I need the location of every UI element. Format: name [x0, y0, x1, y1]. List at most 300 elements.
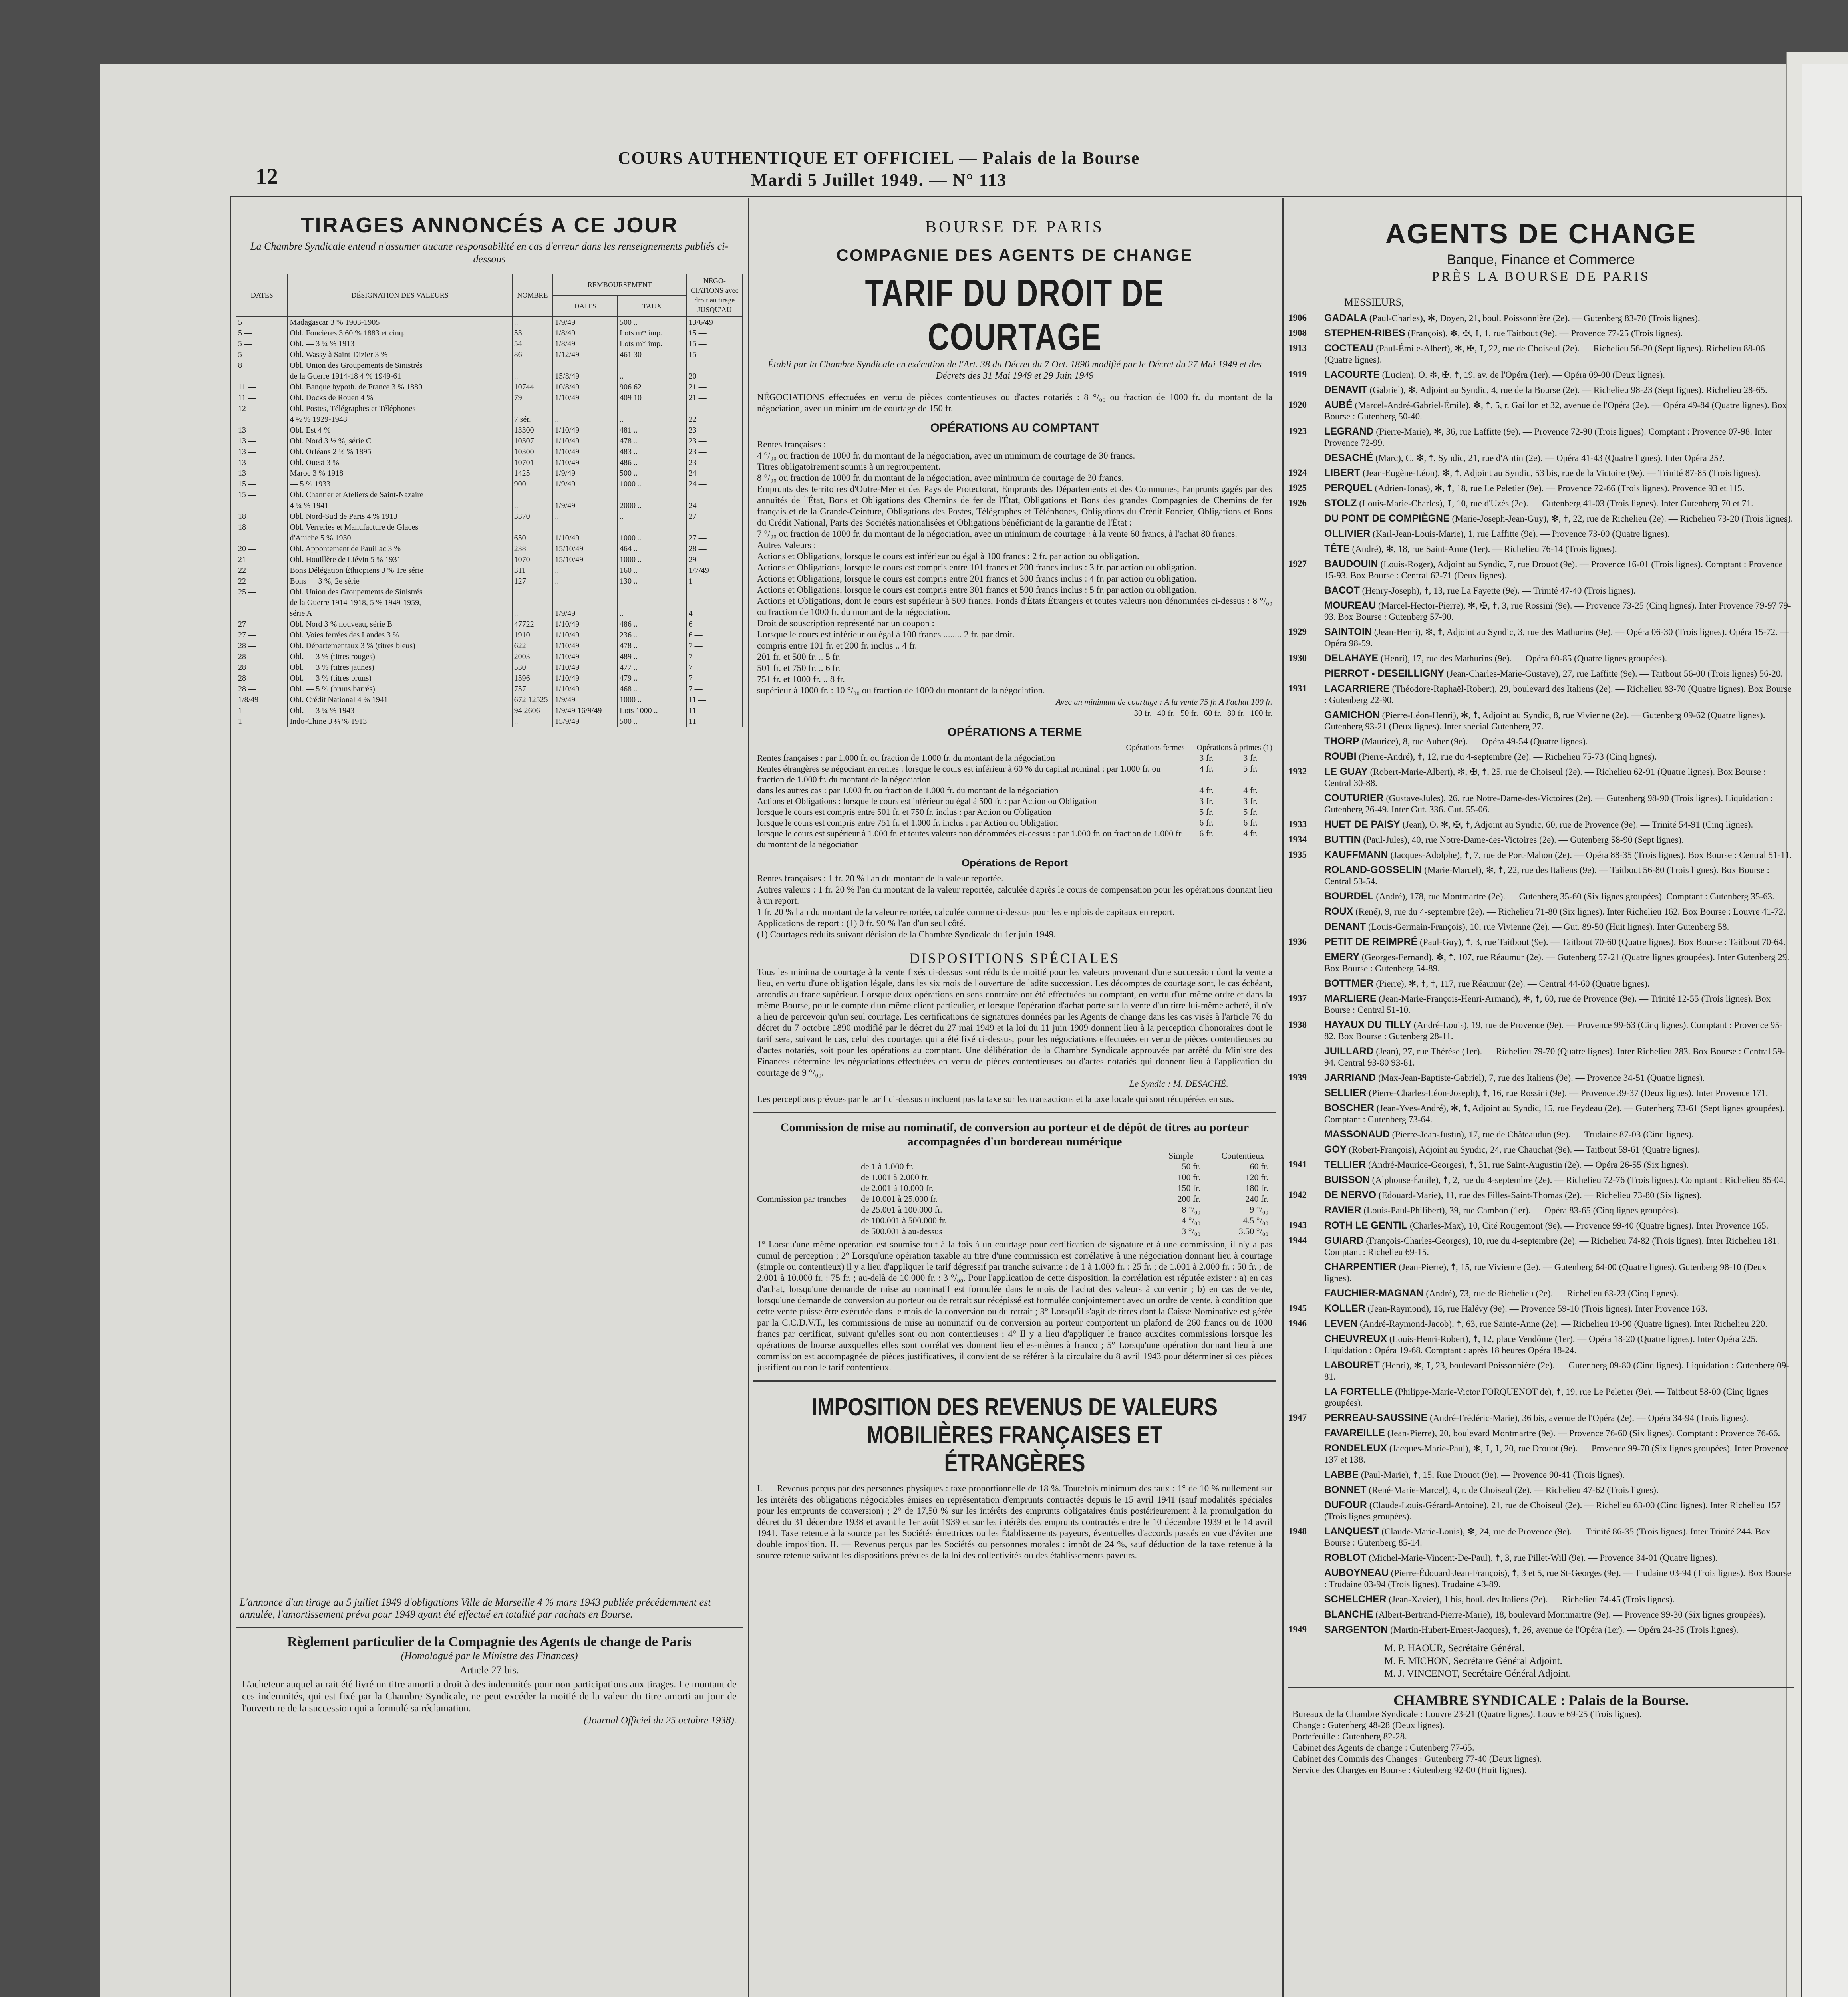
table-cell-name: Obl. Est 4 %	[288, 425, 512, 435]
agent-text	[1324, 751, 1794, 762]
agent-details: (Paul-Marie), ☨, 15, Rue Drouot (9e). — Provence 90-41 (Trois lignes).	[1361, 1470, 1625, 1480]
agent-details: (Paul-Charles), ✻, Doyen, 21, boul. Poissonnière (2e). — Gutenberg 83-70 (Trois lignes).	[1369, 313, 1700, 323]
agent-details: (Max-Jean-Baptiste-Gabriel), 7, rue des Italiens (9e). — Provence 34-51 (Quatre lignes).	[1378, 1073, 1705, 1083]
table-cell-nombre: 10307	[512, 435, 553, 446]
terme-text: Actions et Obligations : lorsque le cours est inférieur ou égal à 500 fr. : par Action ou Obligation	[757, 796, 1097, 806]
table-cell-name: Bons Délégation Éthiopiens 3 % 1re série	[288, 565, 512, 576]
table-cell-nego	[687, 597, 743, 608]
agent-year: 1935	[1288, 850, 1307, 860]
agent-year	[1288, 891, 1324, 902]
table-cell-date: 28 —	[236, 662, 288, 673]
table-cell-date: 18 —	[236, 511, 288, 522]
table-cell-date: 28 —	[236, 673, 288, 683]
minimum-value: 40 fr.	[1157, 708, 1175, 718]
table-cell-date: 11 —	[236, 381, 288, 392]
agent-name: DE NERVO	[1324, 1189, 1377, 1201]
agent-details: (Marie-Marcel), ✻, ☨, 22, rue des Italiens (9e). — Taitbout 56-80 (Trois lignes). Box Bourse : Central 53-54.	[1324, 865, 1769, 886]
terme-text: Rentes françaises : par 1.000 fr. ou fraction de 1.000 fr. du montant de la négociation	[757, 753, 1055, 763]
table-cell-taux: 464 ..	[618, 543, 687, 554]
comptant-line: 501 fr. et 750 fr. .. 6 fr.	[757, 663, 841, 673]
commission-simple: 100 fr.	[1177, 1172, 1200, 1182]
agent-entry	[1288, 600, 1794, 623]
table-cell-date	[236, 608, 288, 619]
agent-text	[1324, 1469, 1794, 1481]
table-cell-nego: 21 —	[687, 392, 743, 403]
agent-year: 1925	[1288, 483, 1307, 493]
commission-body: 1° Lorsqu'une même opération est soumise tout à la fois à un courtage pour certification de signature et à une commission, il n'y a pas cumul de perception ; 2° Lorsqu'une opération taxable au titre d'une commission est corrélative à une négociation donnant lieu à courtage (simple ou contentieux) il y a lieu d'appliquer le tarif dégressif par tranche suivante : de 1 à 1.000 fr. : 25 fr. ; de 1.001 à 2.000 fr. : 50 fr. ; de 2.001 à 10.000 fr. : 75 fr. ; au-delà de 10.000 fr. : 3 °/₀₀. Pour l'application de cette disposition, la corrélation est réputée exister : a) en cas d'achat, lorsqu'une demande de mise au nominatif est formulée dans le mois de l'achat des valeurs à convertir ; b) en cas de vente, lorsqu'une demande de conversion au porteur ou de retrait sur récépissé est formulée conjointement avec un ordre de vente, à condition que cette vente puisse être exécutée dans le mois de la conversion ou du retrait ; 3° Lorsqu'il s'agit de titres dont la Caisse Nominative est gérée par la C.C.D.V.T., les commissions de mise au nominatif ou de conversion au porteur comportent un plafond de 260 francs ou de 1000 francs par certificat, suivant qu'elles sont ou non contentieuses ; 4° Il y a lieu d'appliquer le franco auxdites commissions lorsque les opérations de bourse auxquelles elles sont corrélatives donnent lieu elles-mêmes à franco ; 5° Lorsqu'une opération donnant lieu à une commission est accompagnée de pièces justificatives, il convient de se référer à la circulaire du 8 avril 1943 pour déterminer si ces pièces justifient ou non le tarif contentieux.	[757, 1239, 1272, 1372]
agent-entry	[1288, 834, 1794, 846]
table-cell-name: de la Guerre 1914-18 4 % 1949-61	[288, 371, 512, 381]
minimum-note: Avec un minimum de courtage : A la vente 75 fr. A l'achat 100 fr.	[1056, 697, 1272, 707]
agent-entry	[1288, 1144, 1794, 1155]
page-edge-inner	[1802, 64, 1848, 1997]
agent-year: 1941	[1288, 1159, 1307, 1169]
agent-details: (Robert-Marie-Albert), ✻, ✠, ☨, 25, rue de Choiseul (2e). — Richelieu 62-91 (Quatre lignes). Box Bourse : Central 30-88.	[1324, 767, 1766, 788]
agent-entry	[1288, 1205, 1794, 1216]
agent-year	[1288, 600, 1324, 623]
agent-name: DENAVIT	[1324, 384, 1367, 395]
agent-year: 1936	[1288, 937, 1307, 947]
table-cell-nego: 7 —	[687, 673, 743, 683]
table-cell-rdate: 1/10/49	[553, 683, 618, 694]
agent-entry	[1288, 369, 1794, 381]
agent-name: COUTURIER	[1324, 792, 1384, 804]
table-cell-rdate: 1/9/49	[553, 500, 618, 511]
table-row	[236, 640, 743, 651]
agents-subtitle-2: PRÈS LA BOURSE DE PARIS	[1432, 269, 1650, 284]
agent-entry	[1288, 709, 1794, 732]
agent-details: (Jean), O. ✻, ✠, ☨, Adjoint au Syndic, 60, rue de Provence (9e). — Trinité 54-91 (Cinq lignes).	[1402, 820, 1753, 830]
agent-year	[1288, 1386, 1324, 1409]
agent-details: (Claude-Marie-Louis), ✻, 24, rue de Provence (9e). — Trinité 86-35 (Trois lignes). Inter Trinité 244. Box Bourse : Gutenberg 85-14.	[1324, 1527, 1771, 1548]
table-cell-nego: 1/7/49	[687, 565, 743, 576]
secretaires-list	[1384, 1642, 1794, 1680]
agent-details: (Gustave-Jules), 26, rue Notre-Dame-des-Victoires (2e). — Gutenberg 98-90 (Trois lignes). Liquidation : Gutenberg 26-49. Inter Gut. 336. Gut. 55-06.	[1324, 793, 1773, 814]
agent-name: SCHELCHER	[1324, 1594, 1387, 1605]
agent-name: GAMICHON	[1324, 709, 1380, 721]
table-row	[236, 629, 743, 640]
table-cell-taux: ..	[618, 371, 687, 381]
page-number: 12	[256, 164, 278, 189]
agent-year: 1908	[1288, 328, 1307, 338]
table-cell-name: Obl. Ouest 3 %	[288, 457, 512, 468]
table-row	[236, 543, 743, 554]
table-cell-taux: 486 ..	[618, 457, 687, 468]
agent-entry	[1288, 498, 1794, 509]
agent-details: (Jean), 27, rue Thérèse (1er). — Richelieu 79-70 (Quatre lignes). Inter Richelieu 283. Box Bourse : Central 59-94. Central 93-80 93-81.	[1324, 1046, 1785, 1068]
agent-entry	[1288, 1386, 1794, 1409]
agent-entry	[1288, 1552, 1794, 1564]
agent-text	[1324, 849, 1794, 861]
commission-contentieux: 4.5 °/₀₀	[1243, 1215, 1268, 1225]
table-cell-rdate: 1/9/49	[553, 468, 618, 478]
table-row	[236, 532, 743, 543]
agent-year	[1288, 1499, 1324, 1522]
agent-name: DUFOUR	[1324, 1499, 1367, 1511]
agent-details: (Marcel-Hector-Pierre), ✻, ✠, ☨, 3, rue Rossini (9e). — Provence 73-25 (Cinq lignes). Inter Provence 79-97 79-93. Box Bourse : Gutenberg 57-90.	[1324, 601, 1791, 622]
table-cell-name: Obl. Union des Groupements de Sinistrés	[288, 586, 512, 597]
agent-name: DELAHAYE	[1324, 653, 1379, 664]
agent-year: 1929	[1288, 627, 1307, 637]
table-cell-rdate: 1/10/49	[553, 673, 618, 683]
agent-text	[1324, 513, 1794, 524]
agent-details: (Lucien), O. ✻, ✠, ☨, 19, av. de l'Opéra (1er). — Opéra 09-00 (Deux lignes).	[1382, 370, 1665, 380]
agent-year: 1946	[1288, 1318, 1307, 1328]
table-cell-nego	[687, 360, 743, 371]
table-cell-rdate: ..	[553, 414, 618, 425]
agents-title: AGENTS DE CHANGE	[1385, 218, 1697, 249]
table-cell-date: 20 —	[236, 543, 288, 554]
agent-text	[1324, 1499, 1794, 1522]
agent-entry	[1288, 543, 1794, 555]
agent-details: (Louis-Roger), Adjoint au Syndic, 7, rue Drouot (9e). — Provence 16-01 (Trois lignes). Comptant : Provence 15-93. Box Bourse : Central 62-71 (Deux lignes).	[1324, 559, 1783, 580]
agent-text	[1324, 1552, 1794, 1564]
agent-details: (Philippe-Marie-Victor FORQUENOT de), ☨, 19, rue Le Peletier (9e). — Taitbout 58-00 (Cinq lignes groupées).	[1324, 1387, 1769, 1408]
agent-name: BOSCHER	[1324, 1102, 1375, 1114]
agent-details: (Edouard-Marie), 11, rue des Filles-Saint-Thomas (2e). — Richelieu 73-80 (Six lignes).	[1378, 1190, 1702, 1200]
agent-name: LEVEN	[1324, 1318, 1358, 1329]
reglement-subtitle: (Homologué par le Ministre des Finances)	[401, 1650, 578, 1662]
chambre-line: Change : Gutenberg 48-28 (Deux lignes).	[1292, 1720, 1445, 1730]
agent-name: ROLAND-GOSSELIN	[1324, 864, 1422, 875]
agent-entry	[1288, 328, 1794, 339]
agent-entry	[1288, 736, 1794, 747]
table-cell-rdate: 1/10/49	[553, 640, 618, 651]
agent-details: (André), ✻, 18, rue Saint-Anne (1er). — Richelieu 76-14 (Trois lignes).	[1352, 544, 1617, 554]
table-row	[236, 360, 743, 371]
table-row	[236, 403, 743, 414]
agent-name: BAUDOUIN	[1324, 558, 1378, 570]
table-cell-nombre: 2003	[512, 651, 553, 662]
table-cell-taux	[618, 586, 687, 597]
terme-primes: 3 fr.	[1243, 796, 1258, 806]
annonce-note: L'annonce d'un tirage au 5 juillet 1949 d'obligations Ville de Marseille 4 % mars 1943 publiée précédemment est annulée, l'amortissement prévu pour 1949 ayant été effectué en totalité par rachats en Bourse.	[240, 1596, 711, 1620]
table-row	[236, 381, 743, 392]
table-cell-date	[236, 532, 288, 543]
agent-text	[1324, 1189, 1794, 1201]
table-cell-nombre: 1070	[512, 554, 553, 565]
table-cell-taux: 1000 ..	[618, 532, 687, 543]
table-cell-name: Obl. Wassy à Saint-Dizier 3 %	[288, 349, 512, 360]
col-header-remboursement: REMBOURSEMENT	[553, 274, 687, 295]
agent-name: STEPHEN-RIBES	[1324, 328, 1405, 339]
agent-details: (Marc), C. ✻, ☨, Syndic, 21, rue d'Antin (2e). — Opéra 41-43 (Quatre lignes). Inter Opéra 25?.	[1375, 453, 1725, 463]
commission-range: de 1 à 1.000 fr.	[861, 1161, 914, 1171]
agent-details: (Albert-Bertrand-Pierre-Marie), 18, boulevard Montmartre (9e). — Provence 99-30 (Six lignes groupées).	[1375, 1610, 1765, 1620]
dispositions-title: DISPOSITIONS SPÉCIALES	[909, 950, 1120, 966]
agent-year: 1942	[1288, 1190, 1307, 1200]
terme-fermes: 5 fr.	[1199, 807, 1214, 817]
table-cell-name: Indo-Chine 3 ¼ % 1913	[288, 716, 512, 727]
commission-range: de 10.001 à 25.000 fr.	[861, 1194, 938, 1204]
commission-row	[861, 1172, 1276, 1183]
table-cell-name: Obl. Nord-Sud de Paris 4 % 1913	[288, 511, 512, 522]
table-cell-nego: 6 —	[687, 619, 743, 629]
agent-details: (Claude-Louis-Gérard-Antoine), 21, rue de Choiseul (2e). — Richelieu 63-00 (Cinq lignes). Inter Richelieu 157 (Trois lignes groupées).	[1324, 1500, 1781, 1521]
agent-text	[1324, 384, 1794, 396]
column-divider	[748, 198, 749, 1997]
table-cell-nombre: 530	[512, 662, 553, 673]
agent-year: 1945	[1288, 1303, 1307, 1313]
agent-name: JUILLARD	[1324, 1046, 1374, 1057]
commission-contentieux: 60 fr.	[1250, 1161, 1268, 1171]
table-cell-nombre: 53	[512, 328, 553, 338]
agent-text	[1324, 1318, 1794, 1330]
dispositions-body: Tous les minima de courtage à la vente fixés ci-dessus sont réduits de moitié pour les valeurs provenant d'une succession dont la vente a lieu, en vertu d'une obligation légale, dans les six mois de l'ouverture de ladite succession. Les décomptes de courtage sont, le cas échéant, arrondis au franc supérieur. Lorsque deux opérations en sens contraire ont été effectuées au comptant, en vertu d'un même ordre et dans la même Bourse, pour le compte d'un même client particulier, et lorsque l'opération d'achat porte sur la vente d'un titre lui-même acheté, il n'y a lieu de percevoir qu'un seul courtage. Les certifications de signatures données par les Agents de change dans les cas visés à l'article 76 du décret du 7 octobre 1890 modifié par le décret du 27 mai 1949 et la loi du 11 juin 1909 donnent lieu à la perception d'honoraires dont le tarif sera, suivant le cas, celui des courtages qui a été fixé ci-dessus, pour les négociations effectuées en vertu de pièces contentieuses ou d'actes notariés, soit pour les opérations au comptant. Une délibération de la Chambre Syndicale approuvée par arrêté du Ministre des Finances détermine les négociations effectuées en vertu de pièces contentieuses ou d'actes notariés qui donnent lieu à l'application du courtage de 9 °/₀₀.	[757, 967, 1272, 1078]
agent-details: (Jean-Raymond), 16, rue Halévy (9e). — Provence 59-10 (Trois lignes). Inter Provence 163.	[1367, 1304, 1708, 1314]
commission-col-contentieux: Contentieux	[1221, 1151, 1264, 1161]
table-cell-date: 11 —	[236, 392, 288, 403]
table-cell-taux: 160 ..	[618, 565, 687, 576]
agent-year	[1288, 1087, 1324, 1099]
agent-name: DESACHÉ	[1324, 452, 1373, 463]
table-cell-nego: 11 —	[687, 694, 743, 705]
agent-year	[1288, 1288, 1324, 1299]
negociations-text: NÉGOCIATIONS effectuées en vertu de pièces contentieuses ou d'actes notariés : 8 °/₀₀ ou fraction de 1000 fr. du montant de la négociation, avec un minimum de courtage de 150 fr.	[757, 392, 1272, 413]
agent-entry	[1288, 1220, 1794, 1231]
table-cell-name: Obl. Orléans 2 ½ % 1895	[288, 446, 512, 457]
comptant-line: Actions et Obligations, dont le cours est supérieur à 500 francs, Fonds d'États Étrangers et toutes valeurs non dénommées ci-dessus : 8 °/₀₀ ou fraction de 1000 fr. du montant de la négociation.	[757, 596, 1272, 617]
agent-entry	[1288, 1360, 1794, 1382]
agent-name: KAUFFMANN	[1324, 849, 1388, 860]
table-cell-nego: 23 —	[687, 435, 743, 446]
comptant-line: 201 fr. et 500 fr. .. 5 fr.	[757, 652, 841, 662]
agent-name: ROBLOT	[1324, 1552, 1367, 1563]
commission-simple: 8 °/₀₀	[1182, 1205, 1200, 1215]
commission-range: de 500.001 à au-dessus	[861, 1226, 943, 1236]
table-cell-rdate: 1/8/49	[553, 328, 618, 338]
table-row	[236, 716, 743, 727]
agent-text	[1324, 936, 1794, 948]
agent-text	[1324, 426, 1794, 449]
agent-text	[1324, 978, 1794, 989]
agent-year	[1288, 1594, 1324, 1605]
table-cell-nombre: ..	[512, 316, 553, 328]
table-cell-rdate: 1/9/49 16/9/49	[553, 705, 618, 716]
table-cell-name: Obl. — 3 % (titres rouges)	[288, 651, 512, 662]
terme-fermes: 3 fr.	[1199, 796, 1214, 806]
commission-simple: 50 fr.	[1182, 1161, 1200, 1171]
agent-name: SARGENTON	[1324, 1624, 1388, 1635]
table-cell-taux: 1000 ..	[618, 694, 687, 705]
table-cell-nego: 4 —	[687, 608, 743, 619]
agent-name: LABBE	[1324, 1469, 1359, 1480]
agent-details: (Marcel-André-Gabriel-Émile), ✻, ☨, 5, r. Gaillon et 32, avenue de l'Opéra (2e). — Opéra 49-84 (Quatre lignes). Box Bourse : Gutenberg 50-40.	[1324, 400, 1787, 421]
agent-details: (Robert-François), Adjoint au Syndic, 24, rue Chauchat (9e). — Taitbout 59-61 (Quatre lignes).	[1349, 1145, 1700, 1155]
masthead-title: COURS AUTHENTIQUE ET OFFICIEL — Palais de la Bourse	[618, 148, 1140, 168]
agent-details: (André-Frédéric-Marie), 36 bis, avenue de l'Opéra (2e). — Opéra 34-94 (Trois lignes).	[1430, 1413, 1749, 1423]
agent-year	[1288, 1469, 1324, 1481]
agent-details: (Maurice), 8, rue Auber (9e). — Opéra 49-54 (Quatre lignes).	[1361, 736, 1588, 746]
agent-entry	[1288, 751, 1794, 762]
agent-year	[1288, 1102, 1324, 1125]
commission-col-simple: Simple	[1168, 1151, 1194, 1161]
masthead	[240, 148, 1518, 188]
agent-name: GUIARD	[1324, 1235, 1364, 1246]
table-cell-nombre: 757	[512, 683, 553, 694]
agent-name: COCTEAU	[1324, 343, 1374, 354]
agent-name: LACARRIERE	[1324, 683, 1390, 694]
agent-year: 1939	[1288, 1072, 1307, 1082]
agent-name: HUET DE PAISY	[1324, 819, 1400, 830]
agent-details: (Charles-Max), 10, Cité Rougemont (9e). — Provence 99-40 (Quatre lignes). Inter Provence 165.	[1410, 1221, 1769, 1231]
agent-text	[1324, 921, 1794, 933]
table-cell-date: 13 —	[236, 435, 288, 446]
table-cell-taux: Lots m* imp.	[618, 338, 687, 349]
table-cell-rdate: 1/8/49	[553, 338, 618, 349]
table-cell-name: — 5 % 1933	[288, 478, 512, 489]
report-line: Applications de report : (1) 0 fr. 90 % l'an d'un seul côté.	[757, 918, 966, 928]
agent-year	[1288, 1261, 1324, 1284]
agent-text	[1324, 792, 1794, 815]
table-row	[236, 694, 743, 705]
tirages-note: La Chambre Syndicale entend n'assumer aucune responsabilité en cas d'erreur dans les renseignements publiés ci-dessous	[250, 240, 728, 265]
agent-details: (Alphonse-Émile), ☨, 2, rue du 4-septembre (2e). — Richelieu 72-76 (Trois lignes). Comptant : Richelieu 85-04.	[1372, 1175, 1786, 1185]
agent-details: (Jean-Pierre), 20, boulevard Montmartre (9e). — Provence 76-60 (Six lignes). Comptant : Provence 76-66.	[1387, 1428, 1780, 1438]
agent-details: (André-Raymond-Jacob), ☨, 63, rue Sainte-Anne (2e). — Richelieu 19-90 (Quatre lignes). Inter Richelieu 220.	[1360, 1319, 1767, 1329]
column-tirages	[236, 202, 743, 1997]
agent-entry	[1288, 343, 1794, 365]
agent-text	[1324, 864, 1794, 887]
imposition-body: I. — Revenus perçus par des personnes physiques : taxe proportionnelle de 18 %. Toutefois minimum des taux : 1° de 10 % nullement sur les intérêts des obligations négociables émises en représentation d'emprunts contractés depuis le 15 avril 1941 (sauf modalités spéciales pour les emprunts de conversion) ; 2° de 17,50 % sur les intérêts des emprunts obligataires émis postérieurement à la promulgation du décret du 31 décembre 1938 et avant le 1er août 1939 et sur les intérêts des emprunts contractés entre le 10 décembre 1939 et le 14 avril 1941. Taxe retenue à la source par les Sociétés émettrices ou les Établissements payeurs, éventuelles d'accords passés en vue d'éviter une double imposition. II. — Revenus perçus par les Sociétés ou personnes morales : impôt de 24 %, sauf déduction de la taxe retenue à la source retenue suivant les dispositions prévues de la loi des collectivités ou des établissements payeurs.	[757, 1483, 1272, 1560]
agent-name: PIERROT - DESEILLIGNY	[1324, 668, 1445, 679]
table-cell-nego: 22 —	[687, 414, 743, 425]
agent-entry	[1288, 426, 1794, 449]
agent-text	[1324, 834, 1794, 846]
terme-fermes: 3 fr.	[1199, 753, 1214, 763]
table-cell-nombre: 672 12525	[512, 694, 553, 705]
agent-year: 1926	[1288, 498, 1307, 508]
commission-contentieux: 120 fr.	[1245, 1172, 1268, 1182]
table-cell-nombre: 238	[512, 543, 553, 554]
agent-name: PETIT DE REIMPRÉ	[1324, 936, 1418, 947]
agent-text	[1324, 1220, 1794, 1231]
table-cell-rdate: 15/10/49	[553, 543, 618, 554]
table-cell-nombre: ..	[512, 500, 553, 511]
table-row	[236, 500, 743, 511]
agent-entry	[1288, 1484, 1794, 1496]
col-header-nombre: NOMBRE	[512, 274, 553, 316]
table-cell-nombre: ..	[512, 371, 553, 381]
commission-range: de 1.001 à 2.000 fr.	[861, 1172, 929, 1182]
commission-row	[861, 1183, 1276, 1193]
compagnie-title: COMPAGNIE DES AGENTS DE CHANGE	[836, 246, 1193, 264]
table-cell-name: Obl. Docks de Rouen 4 %	[288, 392, 512, 403]
table-cell-rdate: 1/10/49	[553, 662, 618, 673]
table-cell-name: Maroc 3 % 1918	[288, 468, 512, 478]
table-cell-date: 1 —	[236, 705, 288, 716]
agent-details: (Louis-Paul-Philibert), 39, rue Cambon (1er). — Opéra 83-65 (Cinq lignes groupées).	[1363, 1205, 1679, 1215]
table-row	[236, 446, 743, 457]
agent-name: MASSONAUD	[1324, 1129, 1390, 1140]
table-row	[236, 392, 743, 403]
table-cell-nombre: 10300	[512, 446, 553, 457]
table-cell-rdate: 10/8/49	[553, 381, 618, 392]
agent-year	[1288, 1484, 1324, 1496]
table-cell-nego: 23 —	[687, 446, 743, 457]
agent-entry	[1288, 921, 1794, 933]
terme-primes: 5 fr.	[1243, 764, 1258, 774]
table-cell-rdate: ..	[553, 565, 618, 576]
table-cell-taux	[618, 522, 687, 532]
table-cell-nombre: 622	[512, 640, 553, 651]
table-cell-rdate	[553, 522, 618, 532]
agent-text	[1324, 399, 1794, 422]
table-cell-taux: 236 ..	[618, 629, 687, 640]
agent-entry	[1288, 312, 1794, 324]
table-cell-date: 22 —	[236, 576, 288, 586]
agent-text	[1324, 1174, 1794, 1186]
table-cell-taux: 481 ..	[618, 425, 687, 435]
bourse-title: BOURSE DE PARIS	[925, 218, 1104, 236]
agent-entry	[1288, 864, 1794, 887]
comptant-line: 7 °/₀₀ ou fraction de 1000 fr. du montant de la négociation, avec un minimum de courtage : à la vente 60 francs, à l'achat 80 francs.	[757, 529, 1237, 539]
col-header-designation: DÉSIGNATION DES VALEURS	[288, 274, 512, 316]
agent-details: (André-Maurice-Georges), ☨, 31, rue Saint-Augustin (2e). — Opéra 26-55 (Six lignes).	[1368, 1160, 1689, 1170]
agent-text	[1324, 1288, 1794, 1299]
agent-entry	[1288, 1427, 1794, 1439]
agent-name: DENANT	[1324, 921, 1366, 932]
agent-text	[1324, 312, 1794, 324]
agent-entry	[1288, 626, 1794, 649]
table-cell-nombre: ..	[512, 716, 553, 727]
table-row	[236, 489, 743, 500]
agent-name: BUISSON	[1324, 1174, 1370, 1185]
agent-name: GOY	[1324, 1144, 1347, 1155]
table-row	[236, 619, 743, 629]
table-row	[236, 673, 743, 683]
agent-name: HAYAUX DU TILLY	[1324, 1019, 1412, 1030]
agent-text	[1324, 528, 1794, 540]
comptant-line: Titres obligatoirement soumis à un regroupement.	[757, 462, 941, 472]
agent-text	[1324, 1046, 1794, 1068]
terme-row	[753, 796, 1276, 806]
table-cell-nego: 15 —	[687, 349, 743, 360]
agent-text	[1324, 328, 1794, 339]
minimum-value: 30 fr.	[1134, 708, 1152, 718]
agents-subtitle: Banque, Finance et Commerce	[1447, 252, 1635, 267]
table-cell-nombre: 1425	[512, 468, 553, 478]
agent-name: BLANCHE	[1324, 1609, 1373, 1620]
agent-text	[1324, 1594, 1794, 1605]
comptant-line: Droit de souscription représenté par un coupon :	[757, 618, 934, 628]
agent-details: (Paul-Émile-Albert), ✻, ✠, ☨, 22, rue de Choiseul (2e). — Richelieu 56-20 (Sept lignes). Richelieu 88-06 (Quatre lignes).	[1324, 343, 1765, 365]
agent-entry	[1288, 482, 1794, 494]
table-cell-name: Madagascar 3 % 1903-1905	[288, 316, 512, 328]
agent-entry	[1288, 951, 1794, 974]
agent-entry	[1288, 1609, 1794, 1620]
table-cell-date: 27 —	[236, 629, 288, 640]
table-cell-name: Obl. Verreries et Manufacture de Glaces	[288, 522, 512, 532]
agent-entry	[1288, 653, 1794, 664]
comptant-line: Actions et Obligations, lorsque le cours est inférieur ou égal à 100 francs : 2 fr. par action ou obligation.	[757, 551, 1139, 561]
table-cell-nego: 24 —	[687, 478, 743, 489]
imposition-title: IMPOSITION DES REVENUS DE VALEURS MOBILIÈRES FRANÇAISES ET ÉTRANGÈRES	[811, 1394, 1218, 1477]
agent-details: (René), 9, rue du 4-septembre (2e). — Richelieu 71-80 (Six lignes). Inter Richelieu 162. Box Bourse : Louvre 41-72.	[1355, 907, 1786, 917]
agent-name: TELLIER	[1324, 1159, 1366, 1170]
agent-details: (François), ✻, ✠, ☨, 1, rue Taitbout (9e). — Provence 77-25 (Trois lignes).	[1407, 328, 1683, 338]
agent-name: FAUCHIER-MAGNAN	[1324, 1288, 1424, 1299]
table-row	[236, 608, 743, 619]
agent-entry	[1288, 1159, 1794, 1171]
table-cell-nego: 13/6/49	[687, 316, 743, 328]
agent-year	[1288, 668, 1324, 679]
agent-year: 1923	[1288, 426, 1307, 436]
table-row	[236, 414, 743, 425]
section-terme: OPÉRATIONS A TERME	[947, 726, 1082, 739]
agent-year: 1933	[1288, 819, 1307, 829]
commission-simple: 150 fr.	[1177, 1183, 1200, 1193]
